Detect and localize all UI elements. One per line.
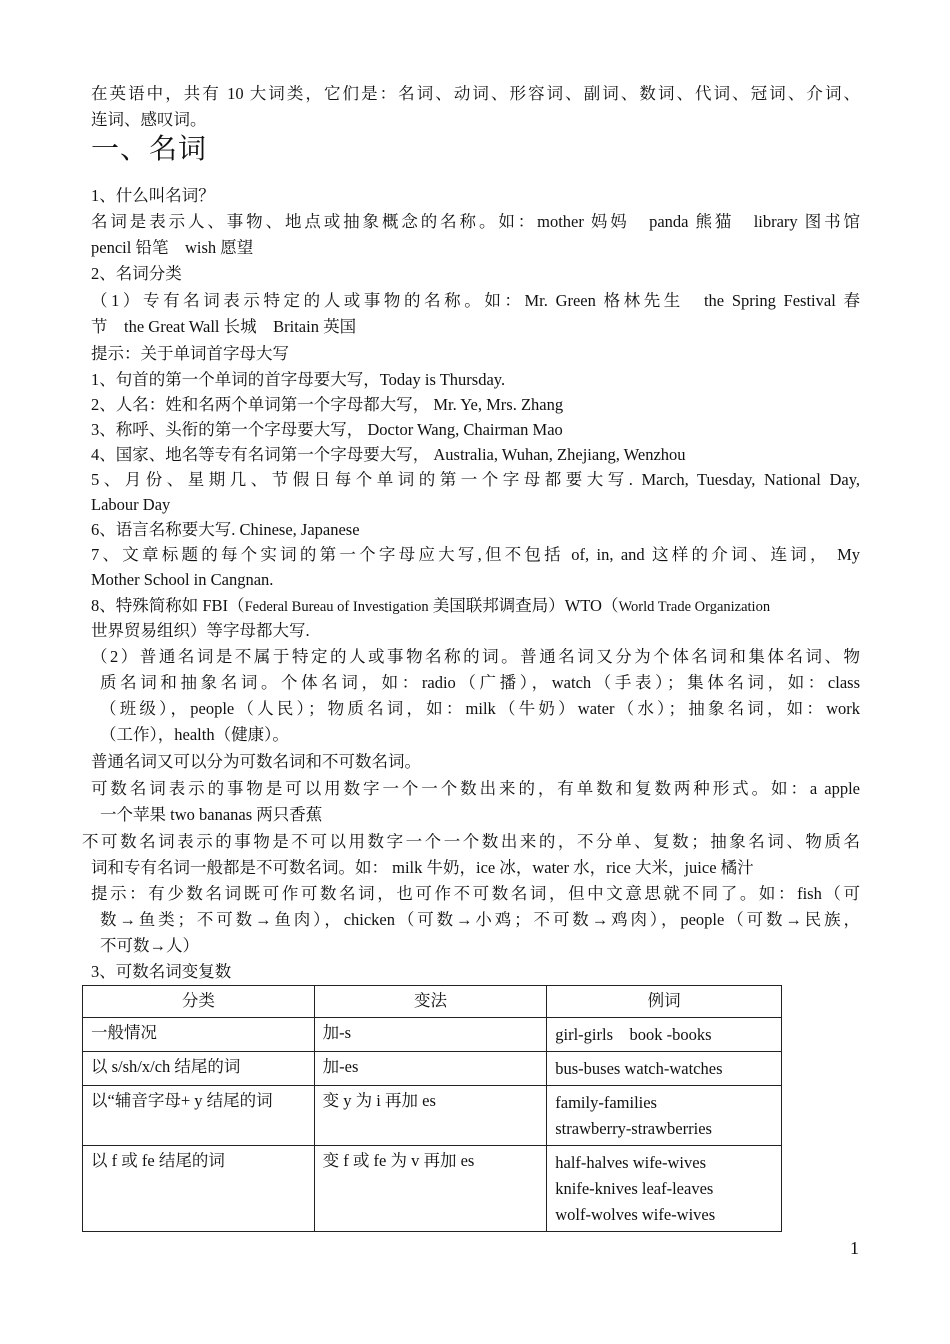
q1-line-1: 名词是表示人、事物、地点或抽象概念的名称。如：mother 妈妈 panda 熊猫 library 图书馆: [91, 212, 860, 231]
row-examples: [547, 1146, 782, 1232]
intro-line-1: 在英语中，共有 10 大词类，它们是：名词、动词、形容词、副词、数词、代词、冠词、介词、: [91, 84, 860, 103]
countable-line-2: 一个苹果 two bananas 两只香蕉: [100, 805, 323, 824]
row-category: 一般情况: [83, 1018, 315, 1052]
rule-8: [91, 593, 860, 620]
uncountable-line-2: 词和专有名词一般都是不可数名词。如： milk 牛奶，ice 冰，water 水，rice 大米，juice 橘汁: [91, 858, 754, 877]
example-line: girl-girls book -books: [555, 1025, 712, 1044]
row-examples: [547, 1086, 782, 1146]
intro-line-2: 连词、感叹词。: [91, 110, 207, 129]
row-examples: [547, 1018, 782, 1052]
example-line: wolf-wolves wife-wives: [555, 1205, 716, 1224]
rule-1: 1、句首的第一个单词的首字母要大写，Today is Thursday.: [91, 370, 506, 389]
q1-line-2: pencil 铅笔 wish 愿望: [91, 238, 254, 257]
row-method: 加-s: [314, 1018, 547, 1052]
proper-noun-line-1: （1）专有名词表示特定的人或事物的名称。如：Mr. Green 格林先生 the Spring Festival 春: [91, 291, 860, 310]
row-method: 变 f 或 fe 为 v 再加 es: [314, 1146, 547, 1232]
table-row: [83, 1146, 782, 1232]
rule-8-part-a: 8、特殊简称如 FBI（: [91, 596, 245, 615]
table-row: [83, 1086, 782, 1146]
rule-7-cont: Mother School in Cangnan.: [91, 570, 274, 589]
tip2-line-2: 数→鱼类；不可数→鱼肉），chicken（可数→小鸡；不可数→鸡肉），people（可数→民族，: [100, 910, 860, 929]
rule-8-part-c: 美国联邦调查局）WTO（: [428, 596, 619, 615]
proper-noun-line-2: 节 the Great Wall 长城 Britain 英国: [91, 317, 357, 336]
rule-5-cont: Labour Day: [91, 495, 171, 514]
common-noun-line-4: （工作），health（健康）。: [100, 725, 289, 744]
rule-8-part-d: World Trade Organization: [618, 599, 771, 615]
rule-8-cont: 世界贸易组织）等字母都大写.: [91, 621, 310, 640]
rule-5: 5、月份、星期几、节假日每个单词的第一个字母都要大写. March, Tuesday, National Day,: [91, 470, 860, 489]
example-line: strawberry-strawberries: [555, 1119, 712, 1138]
row-examples: [547, 1052, 782, 1086]
example-line: family-families: [555, 1093, 657, 1112]
table-row: [83, 1052, 782, 1086]
rule-4: 4、国家、地名等专有名词第一个字母要大写， Australia, Wuhan, Zhejiang, Wenzhou: [91, 445, 686, 464]
q3-title: 3、可数名词变复数: [91, 962, 232, 981]
example-line: bus-buses watch-watches: [555, 1059, 723, 1078]
row-category: 以 s/sh/x/ch 结尾的词: [83, 1052, 315, 1086]
header-examples: 例词: [547, 986, 782, 1018]
tip2-line-3: 不可数→人）: [100, 936, 199, 955]
rule-3: 3、称呼、头衔的第一个字母要大写， Doctor Wang, Chairman Mao: [91, 420, 563, 439]
rule-8-part-b: Federal Bureau of Investigation: [244, 599, 429, 615]
common-noun-line-1: （2）普通名词是不属于特定的人或事物名称的词。普通名词又分为个体名词和集体名词、物: [91, 647, 860, 666]
row-method: 变 y 为 i 再加 es: [314, 1086, 547, 1146]
header-category: 分类: [83, 986, 315, 1018]
row-category: 以 f 或 fe 结尾的词: [83, 1146, 315, 1232]
common-noun-line-2: 质名词和抽象名词。个体名词，如：radio（广播），watch（手表）；集体名词，如：class: [100, 673, 860, 692]
table-header-row: [83, 986, 782, 1018]
row-method: 加-es: [314, 1052, 547, 1086]
example-line: half-halves wife-wives: [555, 1153, 706, 1172]
rule-6: 6、语言名称要大写. Chinese, Japanese: [91, 520, 360, 539]
tip-title: 提示：关于单词首字母大写: [91, 344, 289, 363]
uncountable-line-1: 不可数名词表示的事物是不可以用数字一个一个数出来的，不分单、复数；抽象名词、物质名: [82, 832, 860, 851]
table-row: [83, 1018, 782, 1052]
countable-line-1: 可数名词表示的事物是可以用数字一个一个数出来的，有单数和复数两种形式。如：a apple: [91, 779, 860, 798]
rule-7: 7、文章标题的每个实词的第一个字母应大写,但不包括 of, in, and 这样的介词、连词， My: [91, 545, 860, 564]
rule-2: 2、人名：姓和名两个单词第一个字母都大写， Mr. Ye, Mrs. Zhang: [91, 395, 564, 414]
common-noun-line-3: （班级），people（人民）；物质名词，如：milk（牛奶）water（水）；抽象名词，如：work: [100, 699, 860, 718]
example-line: knife-knives leaf-leaves: [555, 1179, 714, 1198]
q2-title: 2、名词分类: [91, 264, 182, 283]
countable-intro: 普通名词又可以分为可数名词和不可数名词。: [91, 752, 421, 771]
section-title: 一、名词: [91, 134, 208, 165]
plural-rules-table: [82, 985, 782, 1232]
q1-title: 1、什么叫名词？: [91, 186, 215, 205]
header-method: 变法: [314, 986, 547, 1018]
page-number: 1: [850, 1238, 859, 1258]
tip2-line-1: 提示：有少数名词既可作可数名词，也可作不可数名词，但中文意思就不同了。如：fish（可: [91, 884, 860, 903]
row-category: 以“辅音字母+ y 结尾的词: [83, 1086, 315, 1146]
